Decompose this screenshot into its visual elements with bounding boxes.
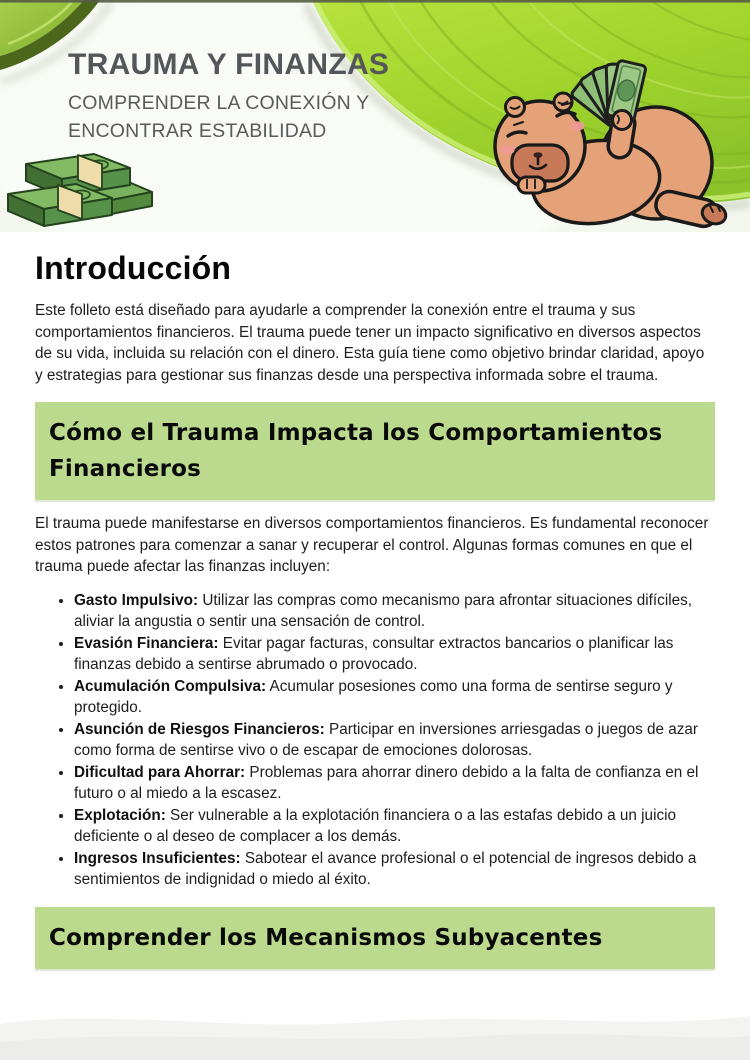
- header-text-block: [68, 48, 389, 145]
- mechanisms-section-heading: Comprender los Mecanismos Subyacentes: [49, 924, 603, 951]
- list-item: • Asunción de Riesgos Financieros: Participar en inversiones arriesgadas o juegos de azar como forma de sentirse vivo o de escapar de emociones dolorosas.: [74, 719, 715, 762]
- page-subtitle-line1: COMPRENDER LA CONEXIÓN Y: [68, 92, 370, 114]
- list-item: • Evasión Financiera: Evitar pagar facturas, consultar extractos bancarios o planificar las finanzas debido a sentirse abrumado o provocado.: [74, 633, 715, 676]
- list-item: • Acumulación Compulsiva: Acumular posesiones como una forma de sentirse seguro y protegido.: [74, 676, 715, 719]
- list-item: • Explotación: Ser vulnerable a la explotación financiera o a las estafas debido a un juicio deficiente o al deseo de complacer a los demás.: [74, 805, 715, 848]
- intro-paragraph: Este folleto está diseñado para ayudarle a comprender la conexión entre el trauma y sus comportamientos financieros. El trauma puede tener un impacto significativo en diversos aspectos de su vida, incluida su relación con el dinero. Esta guía tiene como objetivo brindar claridad, apoyo y estrategias para gestionar sus finanzas desde una perspectiva informada sobre el trauma.: [35, 302, 705, 384]
- impact-section-heading-box: [35, 402, 715, 500]
- impact-section-heading: Cómo el Trauma Impacta los Comportamientos Financieros: [49, 420, 663, 482]
- page-subtitle-line2: ENCONTRAR ESTABILIDAD: [68, 120, 327, 142]
- list-item: • Dificultad para Ahorrar: Problemas para ahorrar dinero debido a la falta de confianza en el futuro o al miedo a la escasez.: [74, 762, 715, 805]
- footer-wave-graphic: [0, 998, 750, 1060]
- list-item: • Ingresos Insuficientes: Sabotear el avance profesional o el potencial de ingresos debido a sentimientos de indignidad o miedo al éxito.: [74, 848, 715, 891]
- intro-heading: Introducción: [35, 250, 232, 286]
- impact-section-paragraph: El trauma puede manifestarse en diversos comportamientos financieros. Es fundamental reconocer estos patrones para comenzar a sanar y recuperar el control. Algunas formas comunes en que el trauma puede afectar las finanzas incluyen:: [35, 515, 709, 575]
- document-body: [0, 250, 750, 969]
- header-banner: [0, 0, 750, 232]
- mechanisms-section-heading-box: [35, 907, 715, 969]
- page-title: TRAUMA Y FINANZAS: [68, 48, 390, 81]
- list-item: • Gasto Impulsivo: Utilizar las compras como mecanismo para afrontar situaciones difíciles, aliviar la angustia o sentir una sensación de control.: [74, 590, 715, 633]
- impact-bullet-list: [35, 590, 715, 891]
